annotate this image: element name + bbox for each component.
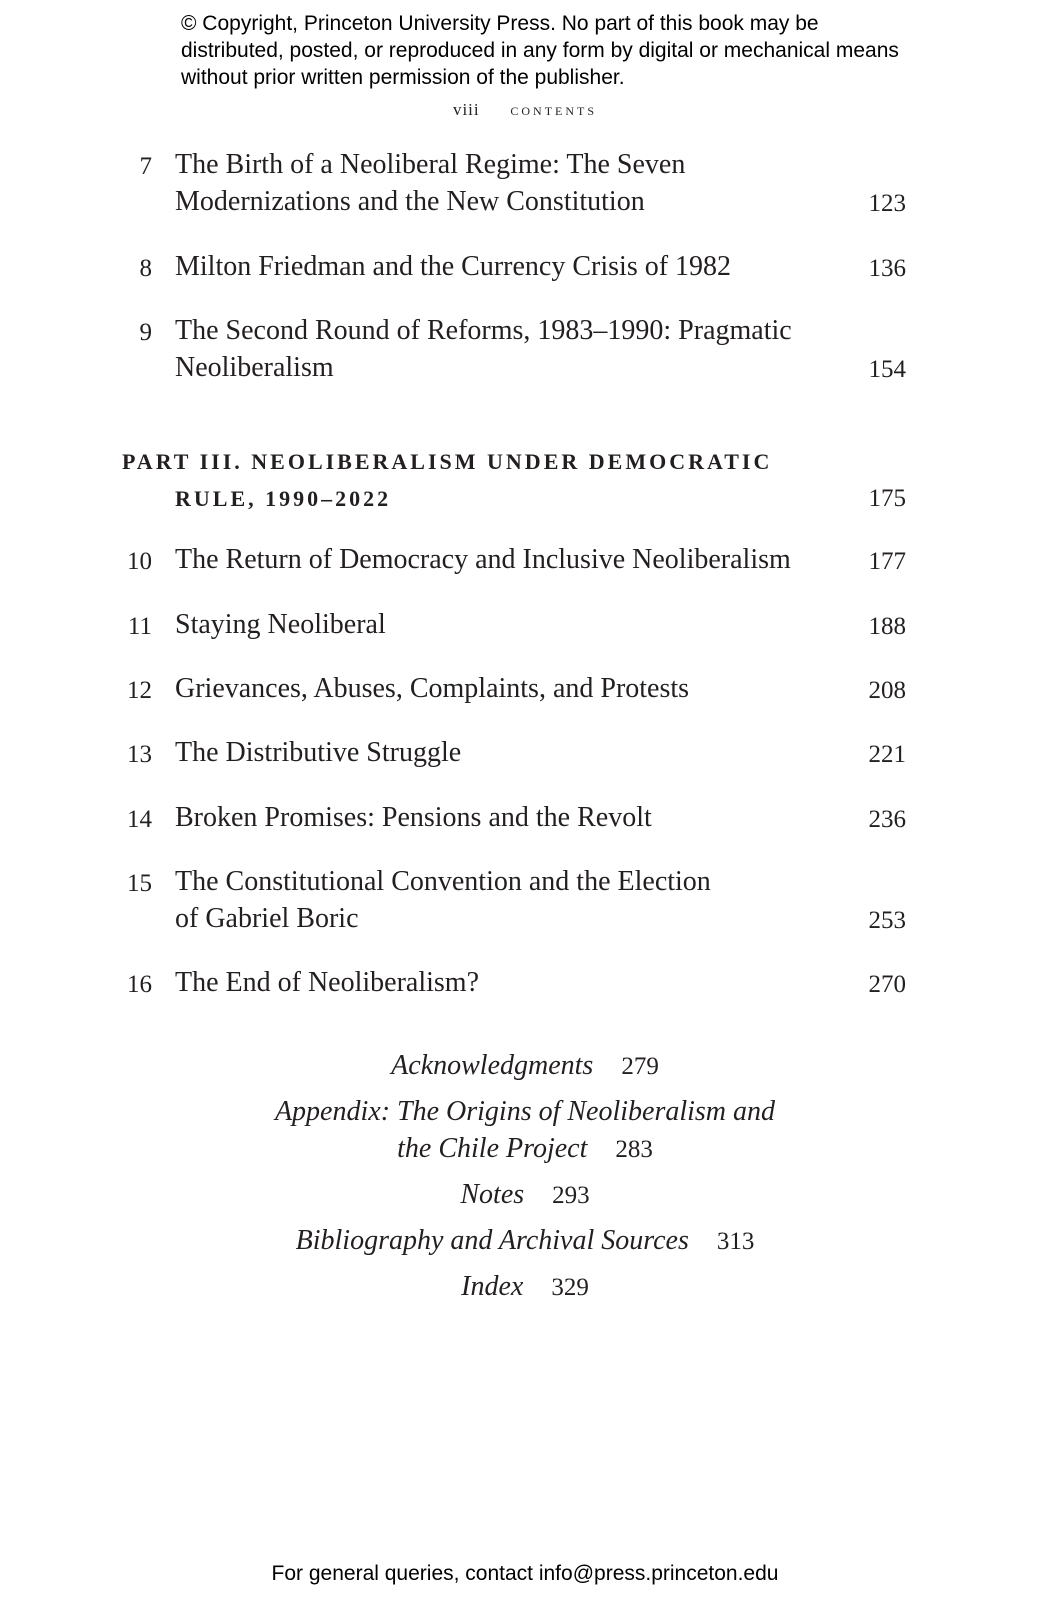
back-matter-title: Notes: [460, 1179, 525, 1210]
chapter-title-line1: The Constitutional Convention and the Election: [175, 866, 711, 897]
back-matter-page: 279: [621, 1053, 659, 1080]
footer-contact: For general queries, contact info@press.princeton.edu: [271, 1562, 779, 1585]
back-matter-page: 329: [551, 1274, 589, 1301]
chapter-title-line1: The Return of Democracy and Inclusive Neoliberalism: [175, 544, 791, 575]
toc-entry-notes[interactable]: [0, 1176, 1050, 1214]
chapter-number: 15: [127, 870, 152, 897]
chapter-title-line1: The Birth of a Neoliberal Regime: The Seven: [175, 149, 686, 180]
back-matter-title-line1: Appendix: The Origins of Neoliberalism and: [274, 1096, 776, 1127]
chapter-title-line1: The Second Round of Reforms, 1983–1990: Pragmatic: [175, 315, 792, 346]
back-matter-title: Index: [461, 1271, 524, 1302]
chapter-number: 7: [139, 153, 152, 180]
chapter-title-line2: Modernizations and the New Constitution: [175, 186, 645, 217]
page-folio: viii: [452, 100, 480, 119]
toc-entry-acknowledgments[interactable]: [0, 1047, 1050, 1085]
chapter-number: 13: [127, 741, 152, 768]
chapter-page: 177: [868, 548, 906, 575]
back-matter-title-line2: the Chile Project: [397, 1133, 588, 1164]
chapter-title-line1: The Distributive Struggle: [175, 737, 462, 768]
chapter-page: 188: [868, 613, 906, 640]
chapter-page: 221: [868, 741, 906, 768]
chapter-page: 154: [868, 356, 906, 383]
copyright-notice: © Copyright, Princeton University Press. No part of this book may be distributed, posted, or reproduced in any form by digital or mechanical means without prior written permission of the publisher.: [181, 12, 899, 89]
chapter-number: 8: [139, 255, 152, 282]
chapter-title-line1: Staying Neoliberal: [175, 609, 386, 640]
toc-entry-index[interactable]: [0, 1268, 1050, 1306]
running-head: [0, 100, 1050, 120]
chapter-page: 253: [868, 907, 906, 934]
chapter-title-line2: Neoliberalism: [175, 352, 334, 383]
part-title-line1: PART III. NEOLIBERALISM UNDER DEMOCRATIC: [122, 449, 773, 474]
chapter-page: 270: [868, 971, 906, 998]
chapter-page: 208: [868, 677, 906, 704]
back-matter-page: 283: [615, 1136, 653, 1163]
chapter-title-line1: Grievances, Abuses, Complaints, and Protests: [175, 673, 690, 704]
part-title-line2: RULE, 1990–2022: [175, 486, 392, 511]
chapter-title-line1: Broken Promises: Pensions and the Revolt: [175, 802, 652, 833]
toc-entry-appendix[interactable]: [0, 1093, 1050, 1168]
back-matter-title: Bibliography and Archival Sources: [295, 1225, 689, 1256]
chapter-page: 136: [868, 255, 906, 282]
chapter-title-line1: The End of Neoliberalism?: [175, 967, 480, 998]
back-matter-page: 293: [552, 1182, 590, 1209]
back-matter-title: Acknowledgments: [391, 1050, 594, 1081]
back-matter-page: 313: [716, 1228, 755, 1255]
chapter-title-line2: of Gabriel Boric: [175, 903, 359, 934]
toc-entry-bibliography[interactable]: [0, 1222, 1050, 1260]
chapter-number: 11: [127, 613, 152, 640]
chapter-title-line1: Milton Friedman and the Currency Crisis of 1982: [175, 251, 732, 282]
chapter-page: 236: [868, 806, 906, 833]
chapter-number: 12: [127, 677, 152, 704]
chapter-number: 16: [127, 971, 152, 998]
chapter-page: 123: [868, 190, 906, 217]
part-page: 175: [868, 485, 906, 512]
chapter-number: 10: [127, 548, 152, 575]
chapter-number: 14: [127, 806, 152, 833]
chapter-number: 9: [139, 319, 152, 346]
running-head-label: contents: [510, 100, 598, 119]
